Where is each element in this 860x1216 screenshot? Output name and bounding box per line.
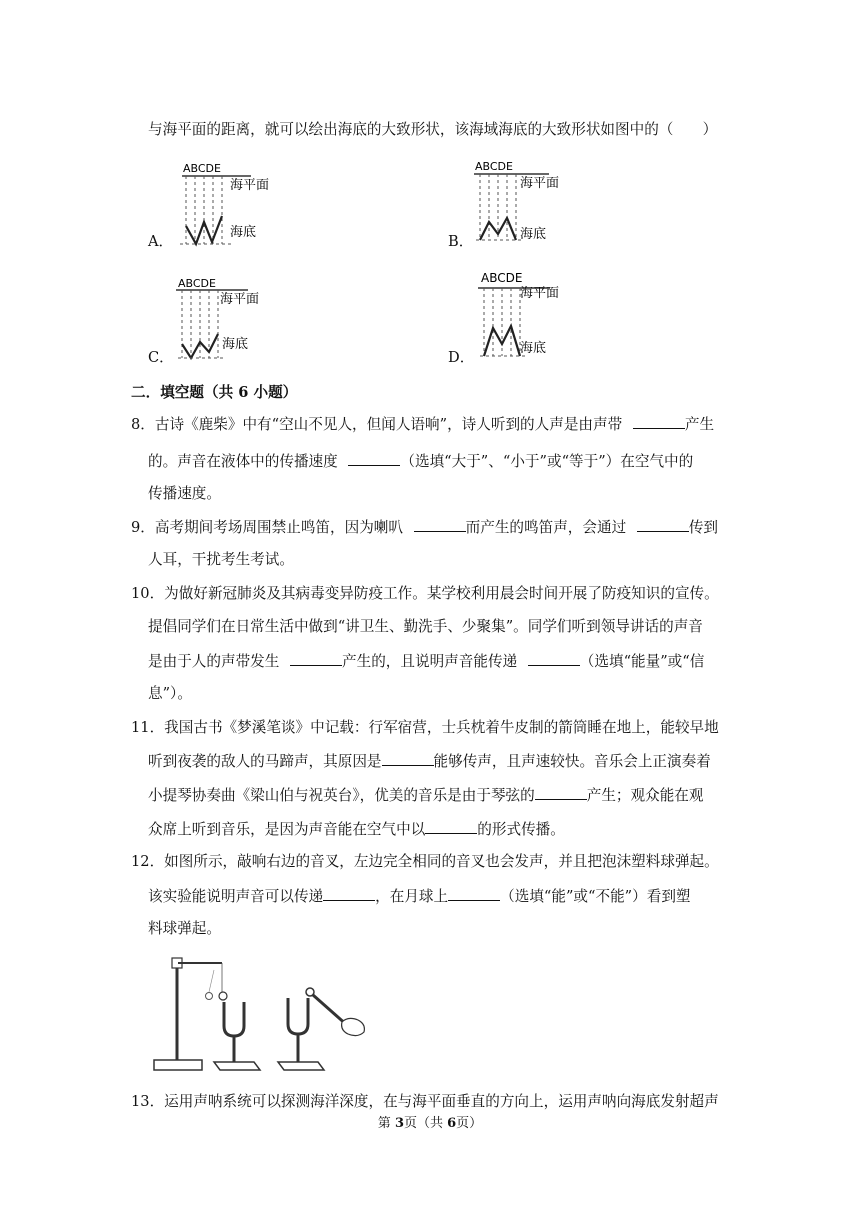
- mallet-head: [306, 988, 314, 996]
- footer-text: 页（共: [403, 1116, 448, 1131]
- q9-line-1: [131, 517, 718, 538]
- q9-blank-1[interactable]: [414, 517, 466, 532]
- q8-text: （选填“大于”、“小于”或“等于”）在空气中的: [400, 453, 694, 470]
- q10-line-2: 提倡同学们在日常生活中做到“讲卫生、勤洗手、少聚集”。同学们听到领导讲话的声音: [148, 618, 703, 635]
- seabed-label: 海底: [520, 227, 547, 242]
- q12-line-1: 12．如图所示，敲响右边的音叉，左边完全相同的音叉也会发声，并且把泡沫塑料球弹起。: [131, 853, 719, 870]
- option-b-diagram: [474, 156, 584, 252]
- q7-text-line: 与海平面的距离，就可以绘出海底的大致形状，该海域海底的大致形状如图中的（ ）: [148, 121, 718, 138]
- q9-text: 9．高考期间考场周围禁止鸣笛，因为喇叭: [131, 519, 403, 536]
- option-a[interactable]: [148, 156, 268, 256]
- q11-line-3: [148, 785, 704, 806]
- q11-blank-1[interactable]: [382, 751, 434, 766]
- seabed-label: 海底: [520, 341, 547, 356]
- option-b[interactable]: [448, 156, 568, 256]
- right-box: [278, 1062, 324, 1070]
- q8-text: 产生: [684, 416, 715, 433]
- letters: ABCDE: [481, 271, 523, 285]
- left-fork: [224, 1002, 244, 1036]
- q10-line-1: 10．为做好新冠肺炎及其病毒变异防疫工作。某学校利用晨会时间开展了防疫知识的宣传。: [131, 585, 719, 602]
- sea-surface-label: 海平面: [230, 178, 270, 193]
- section-title: 二．填空题（共 6 小题）: [131, 384, 298, 401]
- q11-line-4: [148, 819, 565, 840]
- left-box: [214, 1062, 260, 1070]
- option-d-label: D．: [448, 349, 475, 366]
- tuning-fork-figure: [148, 952, 368, 1078]
- q9-line-2: 人耳，干扰考生考试。: [148, 551, 294, 568]
- option-a-label: A．: [148, 233, 174, 250]
- q10-line-4: 息”）。: [148, 685, 192, 702]
- stand-base: [154, 1060, 202, 1070]
- q12-text: （选填“能”或“不能”）看到塑: [500, 888, 691, 905]
- seabed-label: 海底: [222, 337, 249, 352]
- foam-ball-faint: [206, 993, 213, 1000]
- q8-line-1: [131, 414, 714, 435]
- letters: ABCDE: [475, 160, 513, 173]
- option-d-diagram: [478, 266, 588, 366]
- sea-surface-label: 海平面: [220, 292, 260, 307]
- q11-text: 能够传声，且声速较快。音乐会上正演奏着: [433, 753, 711, 770]
- q11-text: 产生；观众能在观: [586, 787, 704, 804]
- q12-line-2: [148, 886, 691, 907]
- option-c-label: C．: [148, 349, 174, 366]
- page-footer: [0, 1112, 860, 1131]
- q10-text: （选填“能量”或“信: [579, 653, 705, 670]
- q13-line-1: 13．运用声呐系统可以探测海洋深度，在与海平面垂直的方向上，运用声呐向海底发射超声: [131, 1093, 719, 1110]
- hand: [342, 1018, 365, 1035]
- q11-text: 的形式传播。: [477, 821, 565, 838]
- sea-surface-label: 海平面: [520, 286, 560, 301]
- option-c-diagram: [176, 270, 286, 368]
- q11-text: 众席上听到音乐，是因为声音能在空气中以: [148, 821, 426, 838]
- q11-blank-3[interactable]: [425, 819, 477, 834]
- q11-text: 听到夜袭的敌人的马蹄声，其原因是: [148, 753, 382, 770]
- foam-ball: [219, 992, 227, 1000]
- q12-blank-2[interactable]: [448, 886, 500, 901]
- q9-blank-2[interactable]: [637, 517, 689, 532]
- option-d[interactable]: [448, 266, 568, 370]
- letters: ABCDE: [178, 277, 216, 290]
- q10-blank-1[interactable]: [290, 651, 342, 666]
- q10-line-3: [148, 651, 704, 672]
- q8-text: 的。声音在液体中的传播速度: [148, 453, 338, 470]
- option-c[interactable]: [148, 270, 268, 370]
- q8-text: 8．古诗《鹿柴》中有“空山不见人，但闻人语响”，诗人听到的人声是由声带: [131, 416, 623, 433]
- q11-text: 小提琴协奏曲《梁山伯与祝英台》，优美的音乐是由于琴弦的: [148, 787, 535, 804]
- page-number: 3: [394, 1116, 404, 1131]
- sea-surface-label: 海平面: [520, 176, 560, 191]
- q11-line-1: 11．我国古书《梦溪笔谈》中记载：行军宿营，士兵枕着牛皮制的箭筒睡在地上，能较早地: [131, 719, 719, 736]
- letters: ABCDE: [183, 162, 221, 175]
- q8-blank-2[interactable]: [348, 451, 400, 466]
- q10-text: 是由于人的声带发生: [148, 653, 280, 670]
- q12-text: ，在月球上: [375, 888, 449, 905]
- page-total: 6: [447, 1116, 457, 1131]
- q9-text: 而产生的鸣笛声，会通过: [465, 519, 627, 536]
- q12-text: 该实验能说明声音可以传递: [148, 888, 324, 905]
- q9-text: 传到: [688, 519, 719, 536]
- q10-text: 产生的，且说明声音能传递: [342, 653, 518, 670]
- option-b-label: B．: [448, 233, 474, 250]
- right-fork: [288, 998, 308, 1034]
- footer-text: 第: [377, 1116, 395, 1131]
- option-a-diagram: [176, 156, 286, 252]
- q8-line-3: 传播速度。: [148, 485, 221, 502]
- q8-line-2: [148, 451, 693, 472]
- q8-blank-1[interactable]: [633, 414, 685, 429]
- footer-text: 页）: [456, 1116, 483, 1131]
- q12-blank-1[interactable]: [323, 886, 375, 901]
- seabed-label: 海底: [230, 225, 257, 240]
- q10-blank-2[interactable]: [528, 651, 580, 666]
- q12-line-3: 料球弹起。: [148, 920, 221, 937]
- q11-blank-2[interactable]: [535, 785, 587, 800]
- q11-line-2: [148, 751, 711, 772]
